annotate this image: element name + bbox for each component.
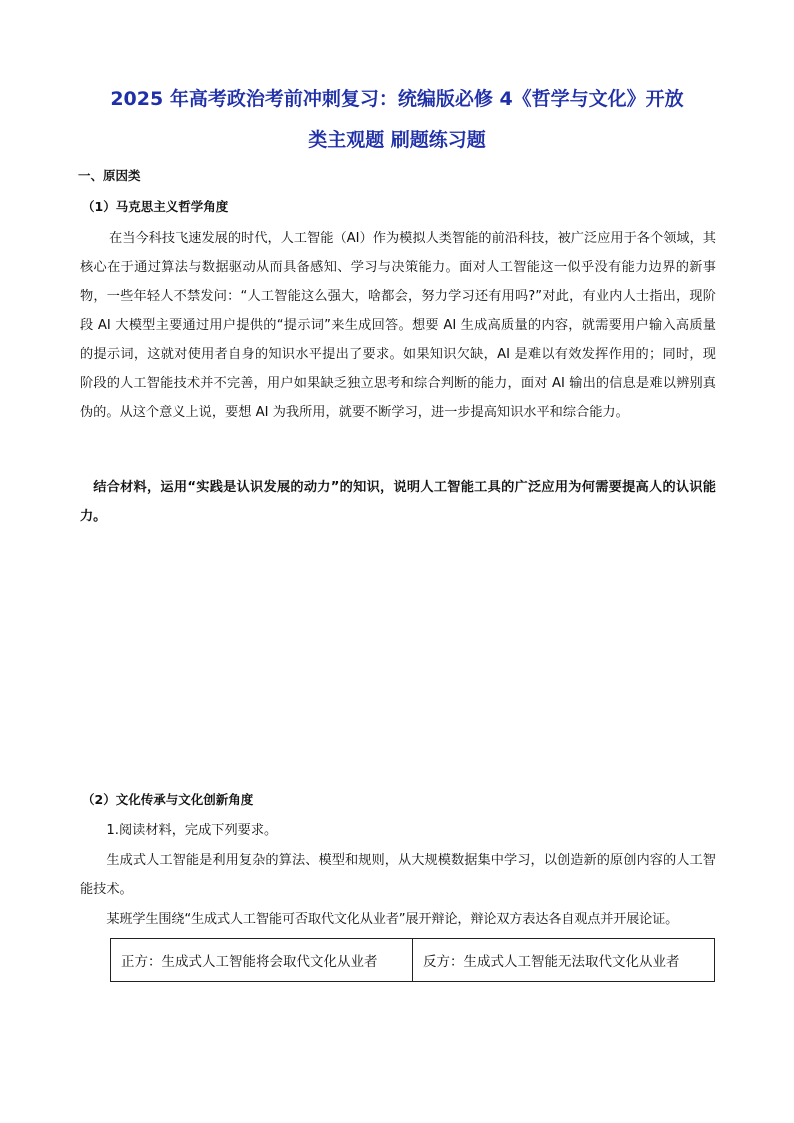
document-title-line1: 2025 年高考政治考前冲刺复习：统编版必修 4《哲学与文化》开放 [110,88,684,110]
pro-side-cell: 正方：生成式人工智能将会取代文化从业者 [111,939,413,982]
subsection-heading-philosophy: （1）马克思主义哲学角度 [82,199,229,214]
debate-table [110,938,715,982]
material-paragraph: 在当今科技飞速发展的时代，人工智能（AI）作为模拟人类智能的前沿科技，被广泛应用于各个领域，其核心在于通过算法与数据驱动从而具备感知、学习与决策能力。面对人工智能这一似乎没有能力边界的新事物，一些年轻人不禁发问：“人工智能这么强大，啥都会，努力学习还有用吗?”对此，有业内人士指出，现阶段 AI 大模型主要通过用户提供的“提示词”来生成回答。想要 AI 生成高质量的内容，就需要用户输入高质量的提示词，这就对使用者自身的知识水平提出了要求。如果知识欠缺，AI 是难以有效发挥作用的；同时，现阶段的人工智能技术并不完善，用户如果缺乏独立思考和综合判断的能力，面对 AI 输出的信息是难以辨别真伪的。从这个意义上说，要想 AI 为我所用，就要不断学习，进一步提高知识水平和综合能力。 [80,231,716,420]
debate-paragraph: 某班学生围绕“生成式人工智能可否取代文化从业者”展开辩论，辩论双方表达各自观点并开展论证。 [106,912,679,927]
con-side-cell: 反方：生成式人工智能无法取代文化从业者 [413,939,715,982]
subsection-heading-culture: （2）文化传承与文化创新角度 [82,792,254,807]
document-title-line2: 类主观题 刷题练习题 [308,129,486,151]
section-heading: 一、原因类 [78,168,141,183]
instruction-line: 1.阅读材料，完成下列要求。 [106,823,278,838]
table-row [111,939,715,982]
generative-ai-paragraph: 生成式人工智能是利用复杂的算法、模型和规则，从大规模数据集中学习，以创造新的原创内容的人工智能技术。 [80,853,716,897]
question-paragraph: 结合材料，运用“实践是认识发展的动力”的知识，说明人工智能工具的广泛应用为何需要提高人的认识能力。 [80,480,716,524]
